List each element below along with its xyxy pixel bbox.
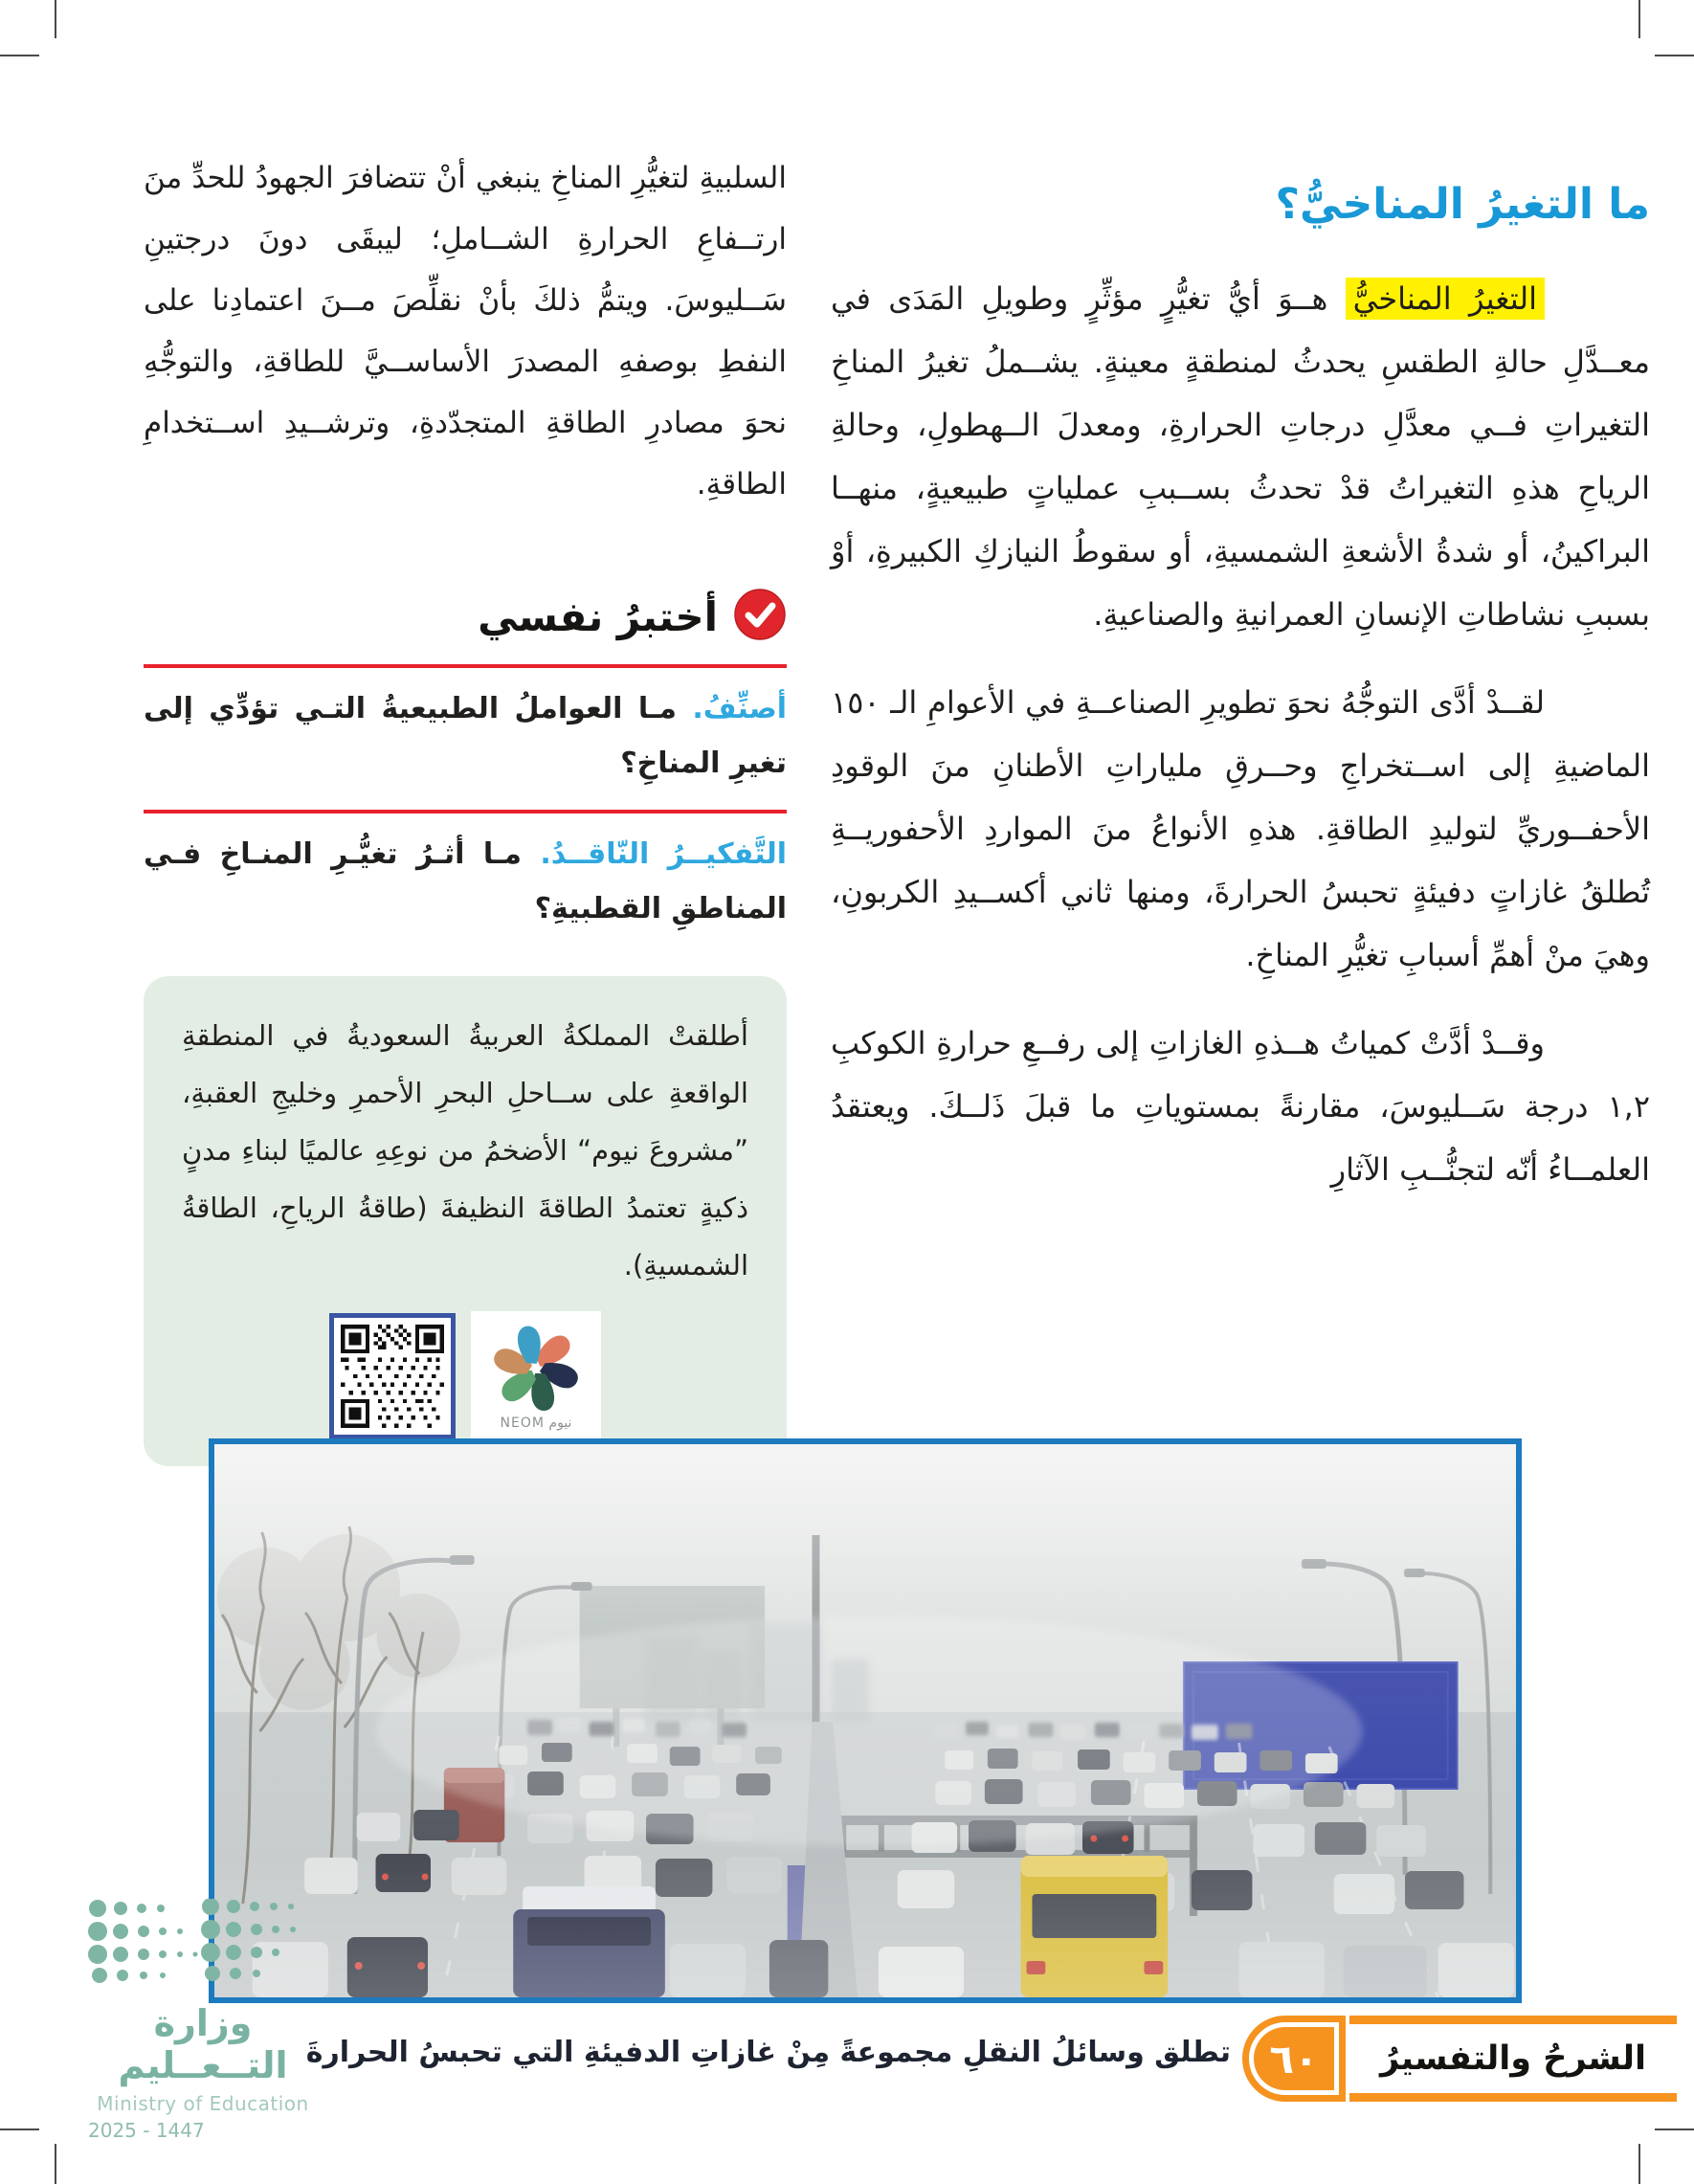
moe-dots-logo xyxy=(88,1899,318,1987)
footer-section-label: الشرحُ والتفسيرُ xyxy=(1349,2016,1677,2102)
question-classify-label: أصنِّفُ. xyxy=(692,692,787,725)
check-circle-icon xyxy=(733,588,787,645)
qr-code xyxy=(329,1313,456,1439)
question-classify-text: مـا العواملُ الطبيعيةُ التـي تؤدِّي إلى تغيرِ المناخِ؟ xyxy=(144,692,787,780)
crop-mark xyxy=(1655,55,1694,56)
main-column-right xyxy=(831,178,1650,1226)
ministry-name-english: Ministry of Education xyxy=(97,2092,309,2115)
main-column-left xyxy=(144,147,787,1466)
section-heading: ما التغيرُ المناخيُّ؟ xyxy=(1275,180,1650,229)
ministry-logo xyxy=(88,1899,318,2142)
neom-flower-logo xyxy=(492,1323,580,1411)
ministry-years: 2025 - 1447 xyxy=(88,2119,205,2142)
self-test-header xyxy=(144,588,787,645)
neom-info-box xyxy=(144,976,787,1466)
photo-caption: تطلق وسائلُ النقلِ مجموعةً مِنْ غازاتِ الدفيئةِ التي تحبسُ الحرارةَ xyxy=(305,2036,1231,2069)
question-critical-thinking-text: مـا أثـرُ تغيُّـرِ المنـاخِ فـي المناطقِ القطبيةِ؟ xyxy=(144,837,787,925)
info-box-media-row xyxy=(182,1311,748,1441)
page-number-badge xyxy=(1242,2016,1346,2102)
question-critical-thinking-label: التَّفكيــرُ النّاقــدُ. xyxy=(540,837,787,871)
page-number: ٦٠ xyxy=(1254,2027,1334,2090)
question-critical-thinking xyxy=(144,827,787,936)
paragraph-fossil-fuels: لقــدْ أدَّى التوجُّهُ نحوَ تطويرِ الصناعــةِ في الأعوامِ الـ ١٥٠ الماضيةِ إلى اســتخراجِ وحــرقِ ملياراتِ الأطنانِ منَ الوقودِ الأحفــوريِّ لتوليدِ الطاقةِ. هذهِ الأنواعُ منَ المواردِ الأحفوريــةِ تُطلقُ غازاتٍ دفيئةٍ تحبسُ الحرارةَ، ومنها ثاني أكســيدِ الكربونِ، وهيَ منْ أهمِّ أسبابِ تغيُّرِ المناخِ. xyxy=(831,684,1650,973)
question-classify xyxy=(144,681,787,791)
highlighted-term: التغيرُ المناخيُّ xyxy=(1346,278,1545,320)
crop-mark xyxy=(55,0,56,38)
self-test-title: أختبرُ نفسي xyxy=(478,592,718,640)
red-divider xyxy=(144,810,787,813)
ministry-name-arabic: وزارة التــعــليم xyxy=(118,2002,288,2086)
crop-mark xyxy=(1638,2144,1640,2184)
self-test-section xyxy=(144,588,787,936)
traffic-smog-photo xyxy=(209,1438,1522,2003)
red-divider xyxy=(144,664,787,668)
crop-mark xyxy=(0,55,39,56)
crop-mark xyxy=(0,2128,39,2130)
neom-logo-label: نيوم NEOM xyxy=(500,1415,572,1431)
paragraph-continuation: السلبيةِ لتغيُّرِ المناخِ ينبغي أنْ تتضافرَ الجهودُ للحدِّ منَ ارتــفاعِ الحرارةِ الشــاملِ؛ ليبقَى دونَ درجتينِ سَــليوسَ. ويتمُّ ذلكَ بأنْ نقلِّصَ مــنَ اعتمادِنا على النفطِ بوصفهِ المصدرَ الأساســيَّ للطاقةِ، والتوجُّهِ نحوَ مصادرِ الطاقةِ المتجدّدةِ، وترشــيدِ اســتخدامِ الطاقةِ. xyxy=(144,161,787,501)
crop-mark xyxy=(1655,2128,1694,2130)
crop-mark xyxy=(55,2144,56,2184)
paragraph-warming: وقــدْ أدَّتْ كمياتُ هــذهِ الغازاتِ إلى رفــعِ حرارةِ الكوكبِ ١,٢ درجة سَــليوسَ، مقارنةً بمستوياتِ ما قبلَ ذَلــكَ. ويعتقدُ العلمــاءُ أنّه لتجنُّــبِ الآثارِ xyxy=(831,1025,1650,1188)
crop-mark xyxy=(1638,0,1640,38)
neom-logo-tile xyxy=(471,1311,601,1441)
paragraph-definition-text: هــوَ أيُّ تغيُّرٍ مؤثِّرٍ وطويلِ المَدَى في معــدَّلِ حالةِ الطقسِ يحدثُ لمنطقةٍ معينةٍ. يشــملُ تغيرُ المناخِ التغيراتِ فــي معدَّلِ درجاتِ الحرارةِ، ومعدلَ الــهطولِ، وحالةِ الرياحِ هذهِ التغيراتُ قدْ تحدثُ بســببِ عملياتٍ طبيعيةٍ، منهــا البراكينُ، أو شدةُ الأشعةِ الشمسيةِ، أو سقوطُ النيازكِ الكبيرةِ، أوْ بسببِ نشاطاتِ الإنسانِ العمرانيةِ والصناعيةِ. xyxy=(831,280,1650,633)
paragraph-definition xyxy=(831,267,1650,646)
neom-info-text: أطلقتْ المملكةُ العربيةُ السعوديةُ في المنطقةِ الواقعةِ على ســاحلِ البحرِ الأحمرِ وخليجِ العقبةِ، ”مشروعَ نيوم“ الأضخمُ من نوعِهِ عالميًا لبناءِ مدنٍ ذكيةٍ تعتمدُ الطاقةَ النظيفةَ (طاقةُ الرياحِ، الطاقةُ الشمسيةِ). xyxy=(182,1019,748,1281)
